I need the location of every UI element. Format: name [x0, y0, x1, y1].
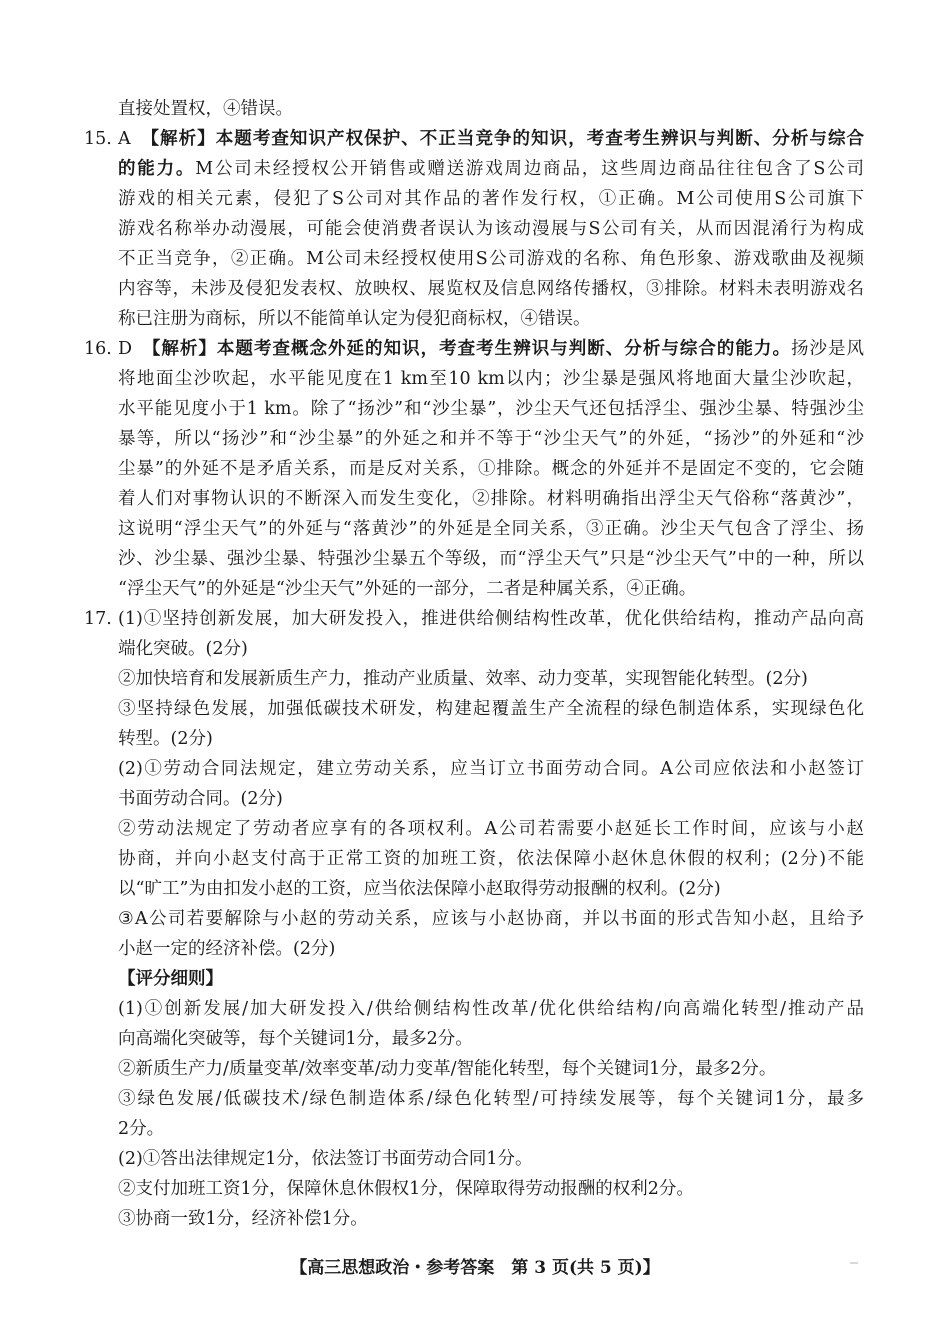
- text-line: [84, 694, 864, 724]
- line-text: 小赵一定的经济补偿。(2分): [118, 939, 336, 959]
- line-text: ②加快培育和发展新质生产力，推动产业质量、效率、动力变革，实现智能化转型。(2分): [118, 669, 808, 689]
- text-line: [84, 454, 864, 484]
- text-line: [84, 154, 864, 184]
- page-footer: 【高三思想政治・参考答案 第 3 页(共 5 页)】: [290, 1258, 660, 1278]
- text-line: [84, 424, 864, 454]
- section-heading: 【评分细则】: [118, 969, 223, 989]
- text-line: [84, 934, 864, 964]
- answer-content: [84, 94, 864, 1234]
- text-line: [84, 1174, 864, 1204]
- text-line: [84, 1054, 864, 1084]
- question-number: 15.: [84, 129, 112, 149]
- text-line: [84, 994, 864, 1024]
- line-text: 协商，并向小赵支付高于正常工资的加班工资，依法保障小赵休息休假的权利；(2分)不能: [118, 849, 864, 869]
- line-text: 扬沙是风: [790, 339, 865, 359]
- line-text: 游戏的相关元素，侵犯了S公司对其作品的著作发行权，①正确。M公司使用S公司旗下: [118, 189, 864, 209]
- line-text: 尘暴”的外延不是矛盾关系，而是反对关系，①排除。概念的外延并不是固定不变的，它会随: [118, 459, 864, 479]
- line-text: 端化突破。(2分): [118, 639, 248, 659]
- text-line: [84, 574, 864, 604]
- question-number: 17.: [84, 609, 112, 629]
- text-line: [84, 274, 864, 304]
- analysis-tag: 【解析】: [151, 339, 217, 359]
- line-text: 书面劳动合同。(2分): [118, 789, 283, 809]
- line-text: 称已注册为商标，所以不能简单认定为侵犯商标权，④错误。: [118, 309, 591, 329]
- text-line: [84, 364, 864, 394]
- line-text: ②劳动法规定了劳动者应享有的各项权利。A公司若需要小赵延长工作时间，应该与小赵: [118, 819, 864, 839]
- text-line: [84, 604, 864, 634]
- line-text: (2)①答出法律规定1分，依法签订书面劳动合同1分。: [118, 1149, 533, 1169]
- line-text: ②新质生产力/质量变革/效率变革/动力变革/智能化转型，每个关键词1分，最多2分。: [118, 1059, 777, 1079]
- analysis-tag: 【解析】: [150, 129, 216, 149]
- text-line: [84, 664, 864, 694]
- line-text: ③协商一致1分，经济补偿1分。: [118, 1209, 368, 1229]
- text-line: [84, 94, 864, 124]
- text-line: [84, 544, 864, 574]
- answer-letter: D: [118, 339, 133, 359]
- line-text: 着人们对事物认识的不断深入而发生变化，②排除。材料明确指出浮尘天气俗称“落黄沙”，: [118, 489, 864, 509]
- bold-text: 本题考查概念外延的知识，考查考生辨识与判断、分析与综合的能力。: [216, 339, 791, 359]
- answer-letter: A: [118, 129, 131, 149]
- text-line: [84, 964, 864, 994]
- corner-mark: [850, 1262, 858, 1264]
- line-text: 游戏名称举办动漫展，可能会使消费者误认为该动漫展与S公司有关，从而因混淆行为构成: [118, 219, 864, 239]
- line-text: 将地面尘沙吹起，水平能见度在1 km至10 km以内；沙尘暴是强风将地面大量尘沙吹起，: [118, 369, 864, 389]
- text-line: [84, 784, 864, 814]
- text-line: [84, 634, 864, 664]
- text-line: [84, 184, 864, 214]
- line-text: ③A公司若要解除与小赵的劳动关系，应该与小赵协商，并以书面的形式告知小赵，且给予: [118, 909, 864, 929]
- line-text: 直接处置权，④错误。: [118, 99, 293, 119]
- text-line: [84, 334, 864, 364]
- line-text: ③坚持绿色发展，加强低碳技术研发，构建起覆盖生产全流程的绿色制造体系，实现绿色化: [118, 699, 864, 719]
- question-number: 16.: [84, 339, 112, 359]
- text-line: [84, 484, 864, 514]
- line-text: 不正当竞争，②正确。M公司未经授权使用S公司游戏的名称、角色形象、游戏歌曲及视频: [118, 249, 864, 269]
- text-line: [84, 904, 864, 934]
- line-text: M公司未经授权公开销售或赠送游戏周边商品，这些周边商品往往包含了S公司: [195, 159, 865, 179]
- text-line: [84, 844, 864, 874]
- text-line: [84, 514, 864, 544]
- line-text: 向高端化突破等，每个关键词1分，最多2分。: [118, 1029, 473, 1049]
- line-text: 沙、沙尘暴、强沙尘暴、特强沙尘暴五个等级，而“浮尘天气”只是“沙尘天气”中的一种，所以: [118, 549, 864, 569]
- text-line: [84, 214, 864, 244]
- text-line: [84, 1144, 864, 1174]
- text-line: [84, 124, 864, 154]
- line-text: (1)①创新发展/加大研发投入/供给侧结构性改革/优化供给结构/向高端化转型/推动产品: [118, 999, 864, 1019]
- line-text: 以“旷工”为由扣发小赵的工资，应当依法保障小赵取得劳动报酬的权利。(2分): [118, 879, 721, 899]
- text-line: [84, 724, 864, 754]
- line-text: 内容等，未涉及侵犯发表权、放映权、展览权及信息网络传播权，③排除。材料未表明游戏名: [118, 279, 864, 299]
- text-line: [84, 1204, 864, 1234]
- text-line: [84, 394, 864, 424]
- line-text: “浮尘天气”的外延是“沙尘天气”外延的一部分，二者是种属关系，④正确。: [118, 579, 697, 599]
- text-line: [84, 304, 864, 334]
- text-line: [84, 814, 864, 844]
- line-text: 2分。: [118, 1119, 165, 1139]
- line-text: (2)①劳动合同法规定，建立劳动关系，应当订立书面劳动合同。A公司应依法和小赵签订: [118, 759, 864, 779]
- text-line: [84, 244, 864, 274]
- line-text: 这说明“浮尘天气”的外延与“落黄沙”的外延是全同关系，③正确。沙尘天气包含了浮尘、扬: [118, 519, 864, 539]
- line-text: 暴等，所以“扬沙”和“沙尘暴”的外延之和并不等于“沙尘天气”的外延，“扬沙”的外延和“沙: [118, 429, 864, 449]
- text-line: [84, 1084, 864, 1114]
- bold-text: 的能力。: [118, 159, 196, 179]
- line-text: ③绿色发展/低碳技术/绿色制造体系/绿色化转型/可持续发展等，每个关键词1分，最多: [118, 1089, 864, 1109]
- bold-text: 本题考查知识产权保护、不正当竞争的知识，考查考生辨识与判断、分析与综合: [215, 129, 865, 149]
- line-text: 转型。(2分): [118, 729, 213, 749]
- line-text: (1)①坚持创新发展，加大研发投入，推进供给侧结构性改革，优化供给结构，推动产品向高: [118, 609, 864, 629]
- text-line: [84, 754, 864, 784]
- line-text: ②支付加班工资1分，保障休息休假权1分，保障取得劳动报酬的权利2分。: [118, 1179, 694, 1199]
- text-line: [84, 1114, 864, 1144]
- text-line: [84, 1024, 864, 1054]
- line-text: 水平能见度小于1 km。除了“扬沙”和“沙尘暴”，沙尘天气还包括浮尘、强沙尘暴、特强沙尘: [118, 399, 864, 419]
- text-line: [84, 874, 864, 904]
